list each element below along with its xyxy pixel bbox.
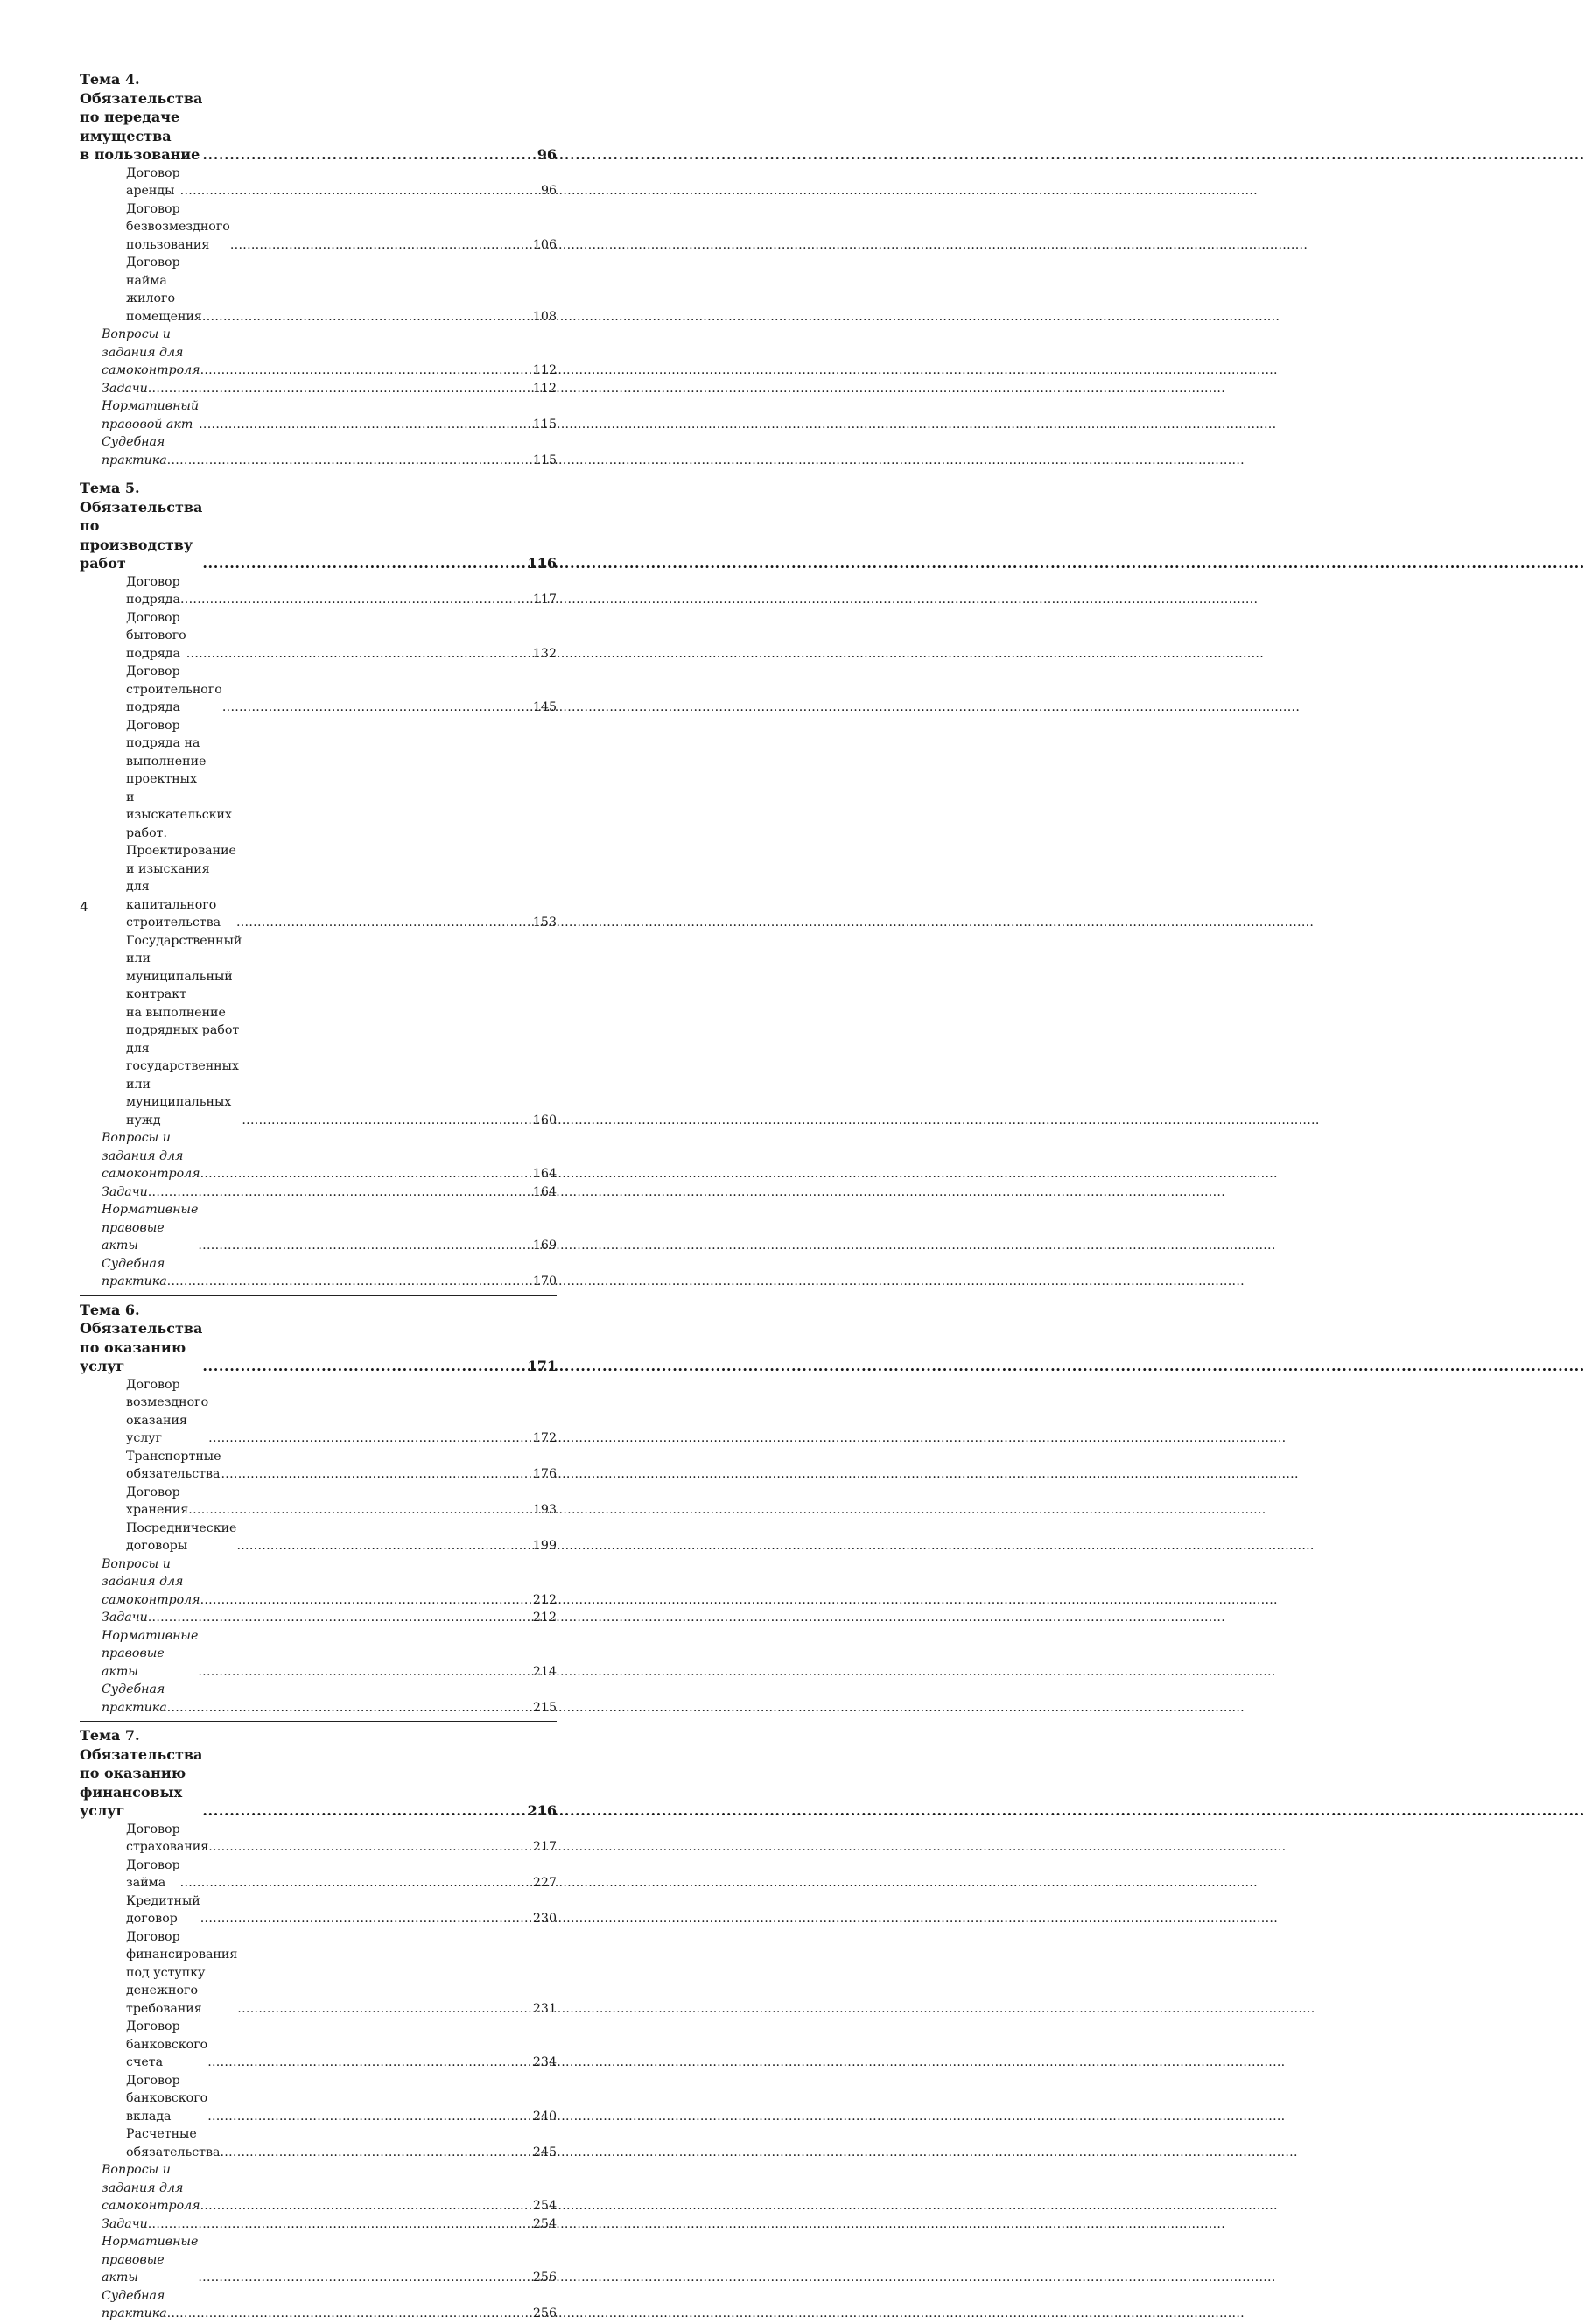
toc-entry-title: Вопросы и задания для самоконтроля (102, 1556, 200, 1607)
toc-entry[interactable] (80, 1520, 557, 1555)
dot-leader (167, 452, 531, 470)
toc-topic-heading[interactable] (80, 70, 557, 165)
toc-entry[interactable] (80, 573, 557, 609)
dot-leader (208, 1429, 531, 1448)
dot-leader (230, 236, 531, 255)
dot-leader (222, 699, 531, 717)
toc-page-number: 217 (532, 1840, 557, 1854)
toc-page-number: 234 (532, 2055, 557, 2069)
toc-page-number: 254 (532, 2199, 557, 2213)
toc-topic-heading[interactable] (80, 479, 557, 573)
toc-entry-title: Договор подряда на выполнение проектных и изыскательских работ. Проектирование и изыскания для капитального строительства (126, 718, 236, 930)
toc-extra-entry[interactable] (80, 2287, 557, 2323)
toc-entry[interactable] (80, 1892, 557, 1928)
toc-page-number: 115 (532, 417, 557, 432)
toc-entry-title: Договор найма жилого помещения (126, 256, 202, 324)
toc-extra-entry[interactable] (80, 326, 557, 380)
toc-entry-title: Вопросы и задания для самоконтроля (102, 2163, 200, 2213)
dot-leader (198, 1663, 531, 1682)
dot-leader (198, 2269, 531, 2287)
dot-leader (202, 1801, 525, 1821)
toc-page-number: 169 (532, 1239, 557, 1253)
toc-topic-title: Тема 4. Обязательства по передаче имущества в пользование (80, 71, 203, 163)
toc-entry-title: Договор хранения (126, 1485, 189, 1517)
dot-leader (236, 914, 531, 932)
toc-entry-title: Задачи (102, 1611, 148, 1625)
toc-extra-entry[interactable] (80, 380, 557, 398)
toc-page-number: 227 (532, 1876, 557, 1890)
toc-entry[interactable] (80, 663, 557, 717)
toc-entry-title: Договор аренды (126, 165, 180, 198)
toc-entry-title: Договор безвозмездного пользования (126, 201, 230, 252)
toc-page-number: 216 (527, 1802, 557, 1819)
toc-entry-title: Задачи (102, 1184, 148, 1199)
toc-page-number: 164 (532, 1184, 557, 1199)
toc-entry-title: Нормативные правовые акты (102, 1203, 199, 1253)
dot-leader (200, 1910, 531, 1928)
toc-page-number: 117 (532, 593, 557, 607)
dot-leader (186, 645, 531, 663)
toc-entry-title: Вопросы и задания для самоконтроля (102, 1131, 200, 1181)
toc-topic-title: Тема 7. Обязательства по оказанию финансовых услуг (80, 1727, 203, 1819)
toc-extra-entry[interactable] (80, 1627, 557, 1682)
dot-leader (167, 1699, 531, 1717)
dot-leader (148, 1183, 531, 1202)
toc-topic-heading[interactable] (80, 1726, 557, 1821)
toc-entry-title: Нормативные правовые акты (102, 1628, 199, 1679)
toc-entry[interactable] (80, 200, 557, 255)
toc-extra-entry[interactable] (80, 2233, 557, 2287)
toc-extra-entry[interactable] (80, 433, 557, 469)
dot-leader (202, 554, 525, 573)
toc-extra-entry[interactable] (80, 1201, 557, 1255)
toc-extra-entry[interactable] (80, 2161, 557, 2215)
toc-extra-entry[interactable] (80, 1129, 557, 1183)
toc-entry-title: Договор подряда (126, 574, 180, 607)
toc-topic-title: Тема 5. Обязательства по производству работ (80, 480, 203, 572)
toc-entry-title: Задачи (102, 381, 148, 396)
dot-leader (202, 308, 531, 326)
toc-entry-title: Нормативный правовой акт (102, 399, 200, 432)
toc-entry-title: Судебная практика (102, 1256, 167, 1288)
toc-extra-entry[interactable] (80, 1681, 557, 1717)
toc-entry-title: Государственный или муниципальный контракт на выполнение подрядных работ для государственных или муниципальных нужд (126, 933, 242, 1127)
toc-page-number: 254 (532, 2216, 557, 2231)
toc-page-number: 193 (532, 1503, 557, 1517)
toc-entry-title: Договор бытового подряда (126, 610, 186, 661)
toc-entry[interactable] (80, 1376, 557, 1448)
toc-entry[interactable] (80, 609, 557, 663)
toc-entry-title: Судебная практика (102, 1682, 167, 1715)
toc-entry-title: Нормативные правовые акты (102, 2235, 199, 2285)
toc-extra-entry[interactable] (80, 397, 557, 433)
toc-page-number: 212 (532, 1592, 557, 1607)
toc-page-number: 245 (532, 2145, 557, 2159)
toc-page-number: 176 (532, 1467, 557, 1481)
toc-page-number: 106 (532, 237, 557, 252)
dot-leader (180, 1874, 531, 1892)
dot-leader (221, 1465, 530, 1484)
dot-leader (242, 1112, 531, 1130)
toc-page-number: 256 (532, 2271, 557, 2285)
toc-page-number: 96 (537, 146, 557, 163)
dot-leader (200, 2197, 531, 2215)
toc-page-number: 160 (532, 1113, 557, 1127)
toc-extra-entry[interactable] (80, 1609, 557, 1627)
toc-entry-title: Кредитный договор (126, 1893, 200, 1926)
dot-leader (200, 362, 531, 380)
toc-section-topic-7 (80, 1721, 557, 2324)
toc-entry-title: Договор строительного подряда (126, 664, 222, 714)
dot-leader (180, 182, 539, 200)
toc-extra-entry[interactable] (80, 1255, 557, 1291)
toc-entry-title: Договор финансирования под уступку денежного требования (126, 1929, 238, 2016)
toc-topic-heading[interactable] (80, 1301, 557, 1376)
toc-page-number: 171 (527, 1358, 557, 1374)
dot-leader (148, 380, 531, 398)
dot-leader (199, 416, 531, 434)
toc-page-number: 199 (532, 1539, 557, 1553)
toc-page-number: 116 (527, 555, 557, 572)
toc-entry-title: Договор возмездного оказания услуг (126, 1377, 209, 1445)
toc-section-topic-6 (80, 1295, 557, 1718)
toc-entry[interactable] (80, 2072, 557, 2126)
dot-leader (236, 1537, 530, 1555)
toc-extra-entry[interactable] (80, 2215, 557, 2234)
dot-leader (202, 145, 535, 165)
toc-page-number: 112 (532, 363, 557, 377)
toc-entry-title: Договор страхования (126, 1822, 209, 1854)
dot-leader (202, 1357, 525, 1376)
page-number: 4 (80, 899, 88, 915)
toc-page-number: 172 (532, 1431, 557, 1445)
toc-entry[interactable] (80, 932, 557, 1130)
dot-leader (167, 2305, 531, 2323)
dot-leader (207, 2054, 531, 2072)
dot-leader (148, 2215, 531, 2234)
toc-entry[interactable] (80, 1484, 557, 1520)
dot-leader (220, 2144, 530, 2162)
dot-leader (207, 2108, 531, 2126)
toc-entry[interactable] (80, 165, 557, 200)
toc-page-number: 256 (532, 2306, 557, 2320)
toc-entry[interactable] (80, 2125, 557, 2161)
toc-page-number: 145 (532, 700, 557, 714)
dot-leader (200, 1591, 531, 1610)
toc-extra-entry[interactable] (80, 1183, 557, 1202)
dot-leader (200, 1165, 531, 1183)
toc-page-number: 115 (532, 453, 557, 467)
toc-entry-title: Расчетные обязательства (126, 2127, 221, 2159)
toc-page-number: 164 (532, 1167, 557, 1181)
toc-topic-title: Тема 6. Обязательства по оказанию услуг (80, 1301, 203, 1374)
toc-page-number: 170 (532, 1274, 557, 1288)
toc-page-number: 214 (532, 1664, 557, 1679)
toc-entry[interactable] (80, 717, 557, 932)
dot-leader (180, 591, 531, 609)
toc-page-number: 240 (532, 2109, 557, 2124)
toc-entry-title: Судебная практика (102, 2288, 167, 2320)
toc-page-number: 231 (532, 2001, 557, 2016)
table-of-contents (80, 70, 557, 2324)
toc-extra-entry[interactable] (80, 1555, 557, 1610)
toc-entry[interactable] (80, 1448, 557, 1484)
toc-page-number: 96 (540, 184, 557, 198)
dot-leader (167, 1273, 531, 1291)
toc-entry-title: Транспортные обязательства (126, 1449, 221, 1481)
toc-entry[interactable] (80, 2018, 557, 2072)
toc-entry[interactable] (80, 254, 557, 326)
toc-entry-title: Договор банковского вклада (126, 2073, 208, 2124)
toc-entry-title: Судебная практика (102, 435, 167, 467)
toc-entry-title: Договор банковского счета (126, 2019, 208, 2069)
toc-section-topic-5 (80, 474, 557, 1292)
toc-entry-title: Вопросы и задания для самоконтроля (102, 327, 200, 377)
toc-page-number: 212 (532, 1611, 557, 1625)
toc-page-number: 230 (532, 1912, 557, 1926)
toc-entry[interactable] (80, 1821, 557, 1857)
toc-page-number: 108 (532, 309, 557, 324)
dot-leader (208, 1838, 531, 1857)
dot-leader (148, 1609, 531, 1627)
toc-section-topic-4 (80, 70, 557, 470)
toc-entry-title: Договор займа (126, 1857, 180, 1890)
toc-page-number: 112 (532, 381, 557, 396)
toc-entry[interactable] (80, 1857, 557, 1892)
dot-leader (237, 2000, 531, 2019)
dot-leader (198, 1237, 531, 1255)
toc-page-number: 132 (532, 646, 557, 661)
dot-leader (188, 1501, 531, 1520)
toc-page-number: 215 (532, 1700, 557, 1715)
toc-entry-title: Задачи (102, 2216, 148, 2231)
toc-entry[interactable] (80, 1928, 557, 2019)
toc-entry-title: Посреднические договоры (126, 1520, 237, 1553)
toc-page-number: 153 (532, 916, 557, 930)
